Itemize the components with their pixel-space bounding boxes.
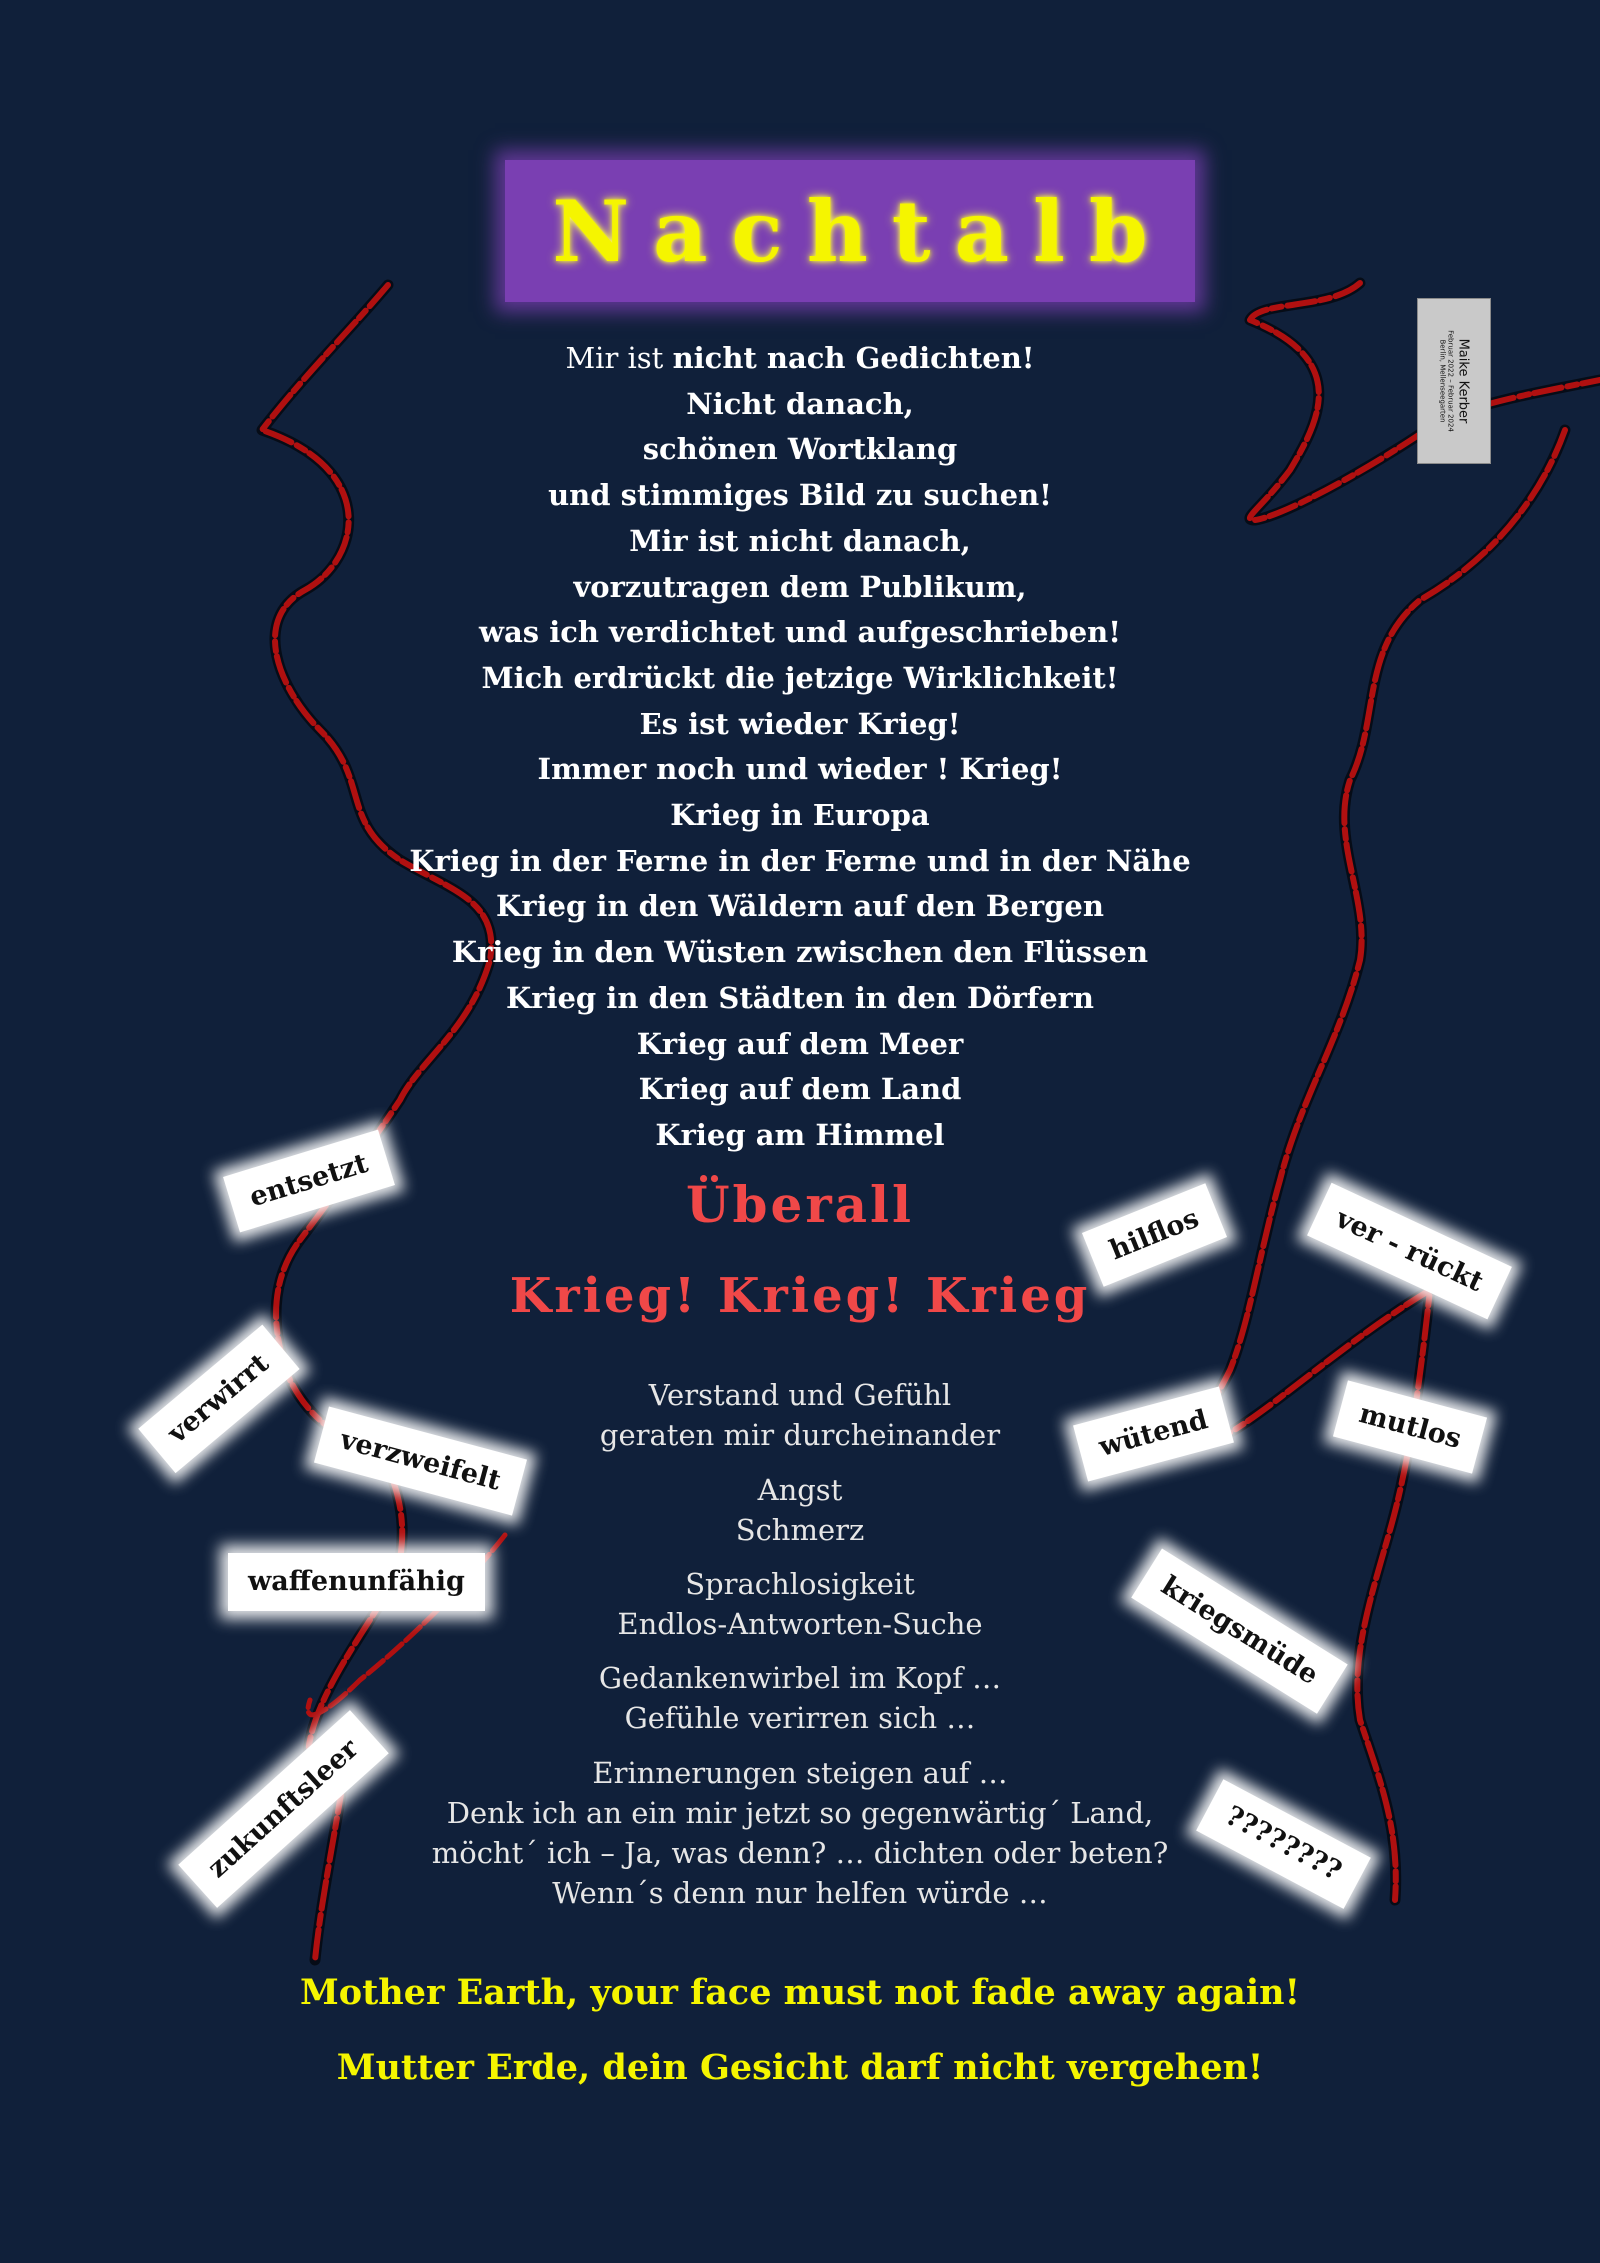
poem-line-bold: nicht nach Gedichten! <box>672 341 1035 375</box>
poem-line: Gedankenwirbel im Kopf … <box>598 1661 1002 1695</box>
poem-line: Krieg auf dem Meer <box>636 1026 964 1061</box>
word-tag-entsetzt: entsetzt <box>223 1130 395 1233</box>
poem-line: und stimmiges Bild zu suchen! <box>548 478 1052 513</box>
verse-group <box>0 1470 1600 1550</box>
slogan-english: Mother Earth, your face must not fade away again! <box>300 1972 1300 2013</box>
poem-line: möcht´ ich – Ja, was denn? … dichten oder beten? <box>431 1836 1169 1870</box>
poem-line: Wenn´s denn nur helfen würde … <box>552 1876 1048 1910</box>
verse-group <box>0 1658 1600 1738</box>
poem-line: vorzutragen dem Publikum, <box>573 569 1027 604</box>
word-tag-zukunftsleer: zukunftsleer <box>178 1710 389 1908</box>
poem-line: Es ist wieder Krieg! <box>639 706 961 741</box>
verse-group <box>0 1753 1600 1913</box>
verse-group <box>0 1564 1600 1644</box>
word-tag-waffenunfaehig: waffenunfähig <box>228 1553 485 1611</box>
poem-line: Schmerz <box>735 1513 865 1547</box>
poem-line: Krieg in den Wüsten zwischen den Flüssen <box>451 935 1149 970</box>
poem-line: Angst <box>757 1473 843 1507</box>
verse-group <box>0 1375 1600 1455</box>
poem-line: Nicht danach, <box>686 386 914 421</box>
word-tag-verwirrt: verwirrt <box>138 1325 299 1473</box>
poem-line: geraten mir durcheinander <box>599 1418 1001 1452</box>
poem-line: Gefühle verirren sich … <box>624 1701 976 1735</box>
poem-line: Immer noch und wieder ! Krieg! <box>537 752 1063 787</box>
author-place: Berlin, Mellenseegarten <box>1438 339 1447 423</box>
poem-line: Mich erdrückt die jetzige Wirklichkeit! <box>481 660 1119 695</box>
word-tag-verzweifelt: verzweifelt <box>314 1407 527 1516</box>
author-name: Maike Kerber <box>1455 338 1471 424</box>
author-dates: Februar 2022 – Februar 2024 <box>1446 330 1455 432</box>
slogan-german: Mutter Erde, dein Gesicht darf nicht vergehen! <box>336 2047 1264 2088</box>
poem-line: Krieg auf dem Land <box>638 1072 962 1107</box>
poem-line: Endlos-Antworten-Suche <box>617 1607 983 1641</box>
poem-line <box>0 336 1600 382</box>
word-tag-hilflos: hilflos <box>1082 1183 1227 1287</box>
word-tag-mutlos: mutlos <box>1333 1380 1487 1473</box>
poem-line: was ich verdichtet und aufgeschrieben! <box>479 615 1121 650</box>
title-banner <box>505 160 1195 302</box>
poem-line: Verstand und Gefühl <box>648 1378 952 1412</box>
poem-line: Krieg in der Ferne in der Ferne und in der Nähe <box>409 843 1191 878</box>
poem-line: Krieg am Himmel <box>655 1117 945 1152</box>
krieg-heading: Krieg! Krieg! Krieg <box>509 1268 1091 1324</box>
poem-line-light: Mir ist <box>565 341 673 375</box>
word-tag-ver-rueckt: ver - rückt <box>1307 1183 1511 1319</box>
poem-line: Denk ich an ein mir jetzt so gegenwärtig´ Land, <box>446 1796 1154 1830</box>
poem-line: Krieg in Europa <box>670 798 930 833</box>
poem-line: Krieg in den Städten in den Dörfern <box>505 980 1095 1015</box>
poem-line: Sprachlosigkeit <box>685 1567 915 1601</box>
word-tag-question-marks: ???????? <box>1196 1779 1370 1908</box>
poem-line: schönen Wortklang <box>642 432 958 467</box>
poem-line: Krieg in den Wäldern auf den Bergen <box>496 889 1104 924</box>
first-stanza <box>0 336 1600 1159</box>
poem-line: Erinnerungen steigen auf … <box>592 1756 1008 1790</box>
word-tag-kriegsmuede: kriegsmüde <box>1131 1548 1347 1713</box>
poem-title: Nachtalb <box>552 181 1172 281</box>
word-tag-wuetend: wütend <box>1073 1386 1234 1481</box>
ueberall-heading: Überall <box>685 1175 915 1234</box>
poem-line: Mir ist nicht danach, <box>629 523 971 558</box>
